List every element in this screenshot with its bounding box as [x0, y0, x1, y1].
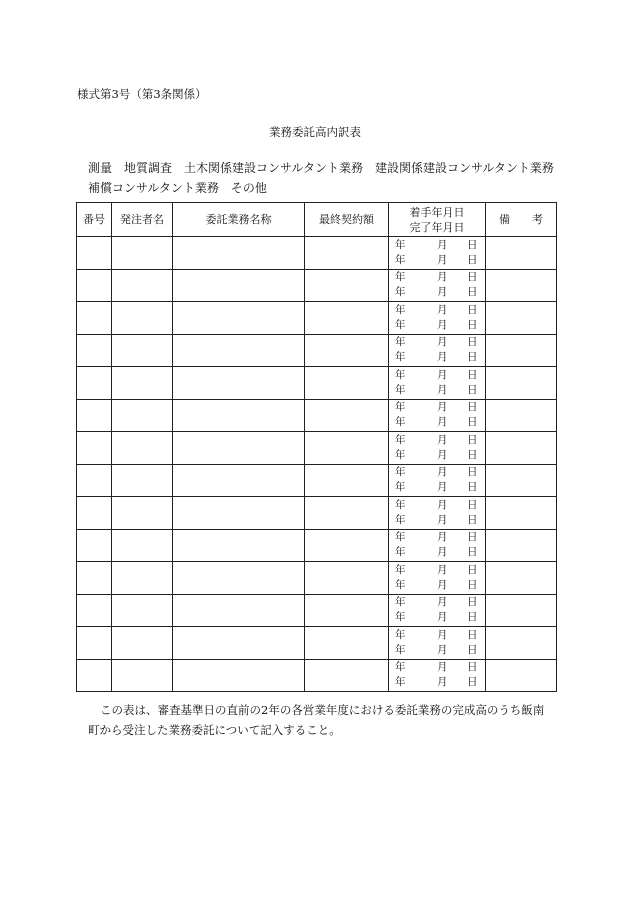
end-year-unit: 年	[395, 481, 406, 494]
remarks-cell[interactable]	[486, 464, 557, 497]
end-month-unit: 月	[437, 611, 448, 624]
end-year-unit: 年	[395, 351, 406, 364]
final-amount-cell[interactable]	[305, 367, 389, 400]
end-year-unit: 年	[395, 253, 406, 266]
final-amount-cell[interactable]	[305, 627, 389, 660]
final-amount-cell[interactable]	[305, 237, 389, 270]
start-month-unit: 月	[437, 628, 448, 641]
end-day-unit: 日	[467, 318, 478, 331]
start-date-line	[389, 303, 485, 318]
number-cell[interactable]	[77, 367, 112, 400]
start-month-unit: 月	[437, 596, 448, 609]
end-month-unit: 月	[437, 416, 448, 429]
final-amount-cell[interactable]	[305, 464, 389, 497]
end-date-line	[389, 480, 485, 495]
end-month-unit: 月	[437, 383, 448, 396]
dates-cell[interactable]	[389, 464, 486, 497]
categories-line-1	[88, 158, 568, 178]
final-amount-cell[interactable]	[305, 659, 389, 692]
client-cell[interactable]	[112, 269, 173, 302]
end-year-unit: 年	[395, 676, 406, 689]
dates-cell[interactable]	[389, 529, 486, 562]
start-day-unit: 日	[467, 368, 478, 381]
remarks-cell[interactable]	[486, 334, 557, 367]
number-cell[interactable]	[77, 562, 112, 595]
remarks-cell[interactable]	[486, 529, 557, 562]
start-month-unit: 月	[437, 466, 448, 479]
start-date-line	[389, 270, 485, 285]
start-year-unit: 年	[395, 498, 406, 511]
start-month-unit: 月	[437, 531, 448, 544]
end-day-unit: 日	[467, 448, 478, 461]
end-day-unit: 日	[467, 513, 478, 526]
start-date-line	[389, 595, 485, 610]
final-amount-cell[interactable]	[305, 594, 389, 627]
end-date-line	[389, 350, 485, 365]
number-cell[interactable]	[77, 529, 112, 562]
table-row	[77, 269, 557, 302]
client-cell[interactable]	[112, 334, 173, 367]
dates-cell[interactable]	[389, 334, 486, 367]
end-date-line	[389, 545, 485, 560]
category-building-consulting: 建設関係建設コンサルタント業務	[374, 161, 554, 175]
start-date-line	[389, 238, 485, 253]
header-end-date: 完了年月日	[409, 220, 465, 234]
category-other: その他	[230, 181, 267, 195]
final-amount-cell[interactable]	[305, 562, 389, 595]
remarks-cell[interactable]	[486, 594, 557, 627]
business-name-cell[interactable]	[173, 399, 305, 432]
business-name-cell[interactable]	[173, 627, 305, 660]
client-cell[interactable]	[112, 497, 173, 530]
end-year-unit: 年	[395, 286, 406, 299]
end-date-line	[389, 415, 485, 430]
start-day-unit: 日	[467, 563, 478, 576]
start-year-unit: 年	[395, 628, 406, 641]
business-name-cell[interactable]	[173, 302, 305, 335]
dates-cell[interactable]	[389, 302, 486, 335]
dates-cell[interactable]	[389, 399, 486, 432]
header-start-date: 着手年月日	[409, 205, 465, 219]
remarks-cell[interactable]	[486, 237, 557, 270]
end-date-line	[389, 643, 485, 658]
dates-cell[interactable]	[389, 594, 486, 627]
dates-cell[interactable]	[389, 562, 486, 595]
dates-cell[interactable]	[389, 367, 486, 400]
number-cell[interactable]	[77, 237, 112, 270]
start-month-unit: 月	[437, 238, 448, 251]
start-year-unit: 年	[395, 661, 406, 674]
dates-cell[interactable]	[389, 497, 486, 530]
business-name-cell[interactable]	[173, 269, 305, 302]
table-row	[77, 594, 557, 627]
end-day-unit: 日	[467, 383, 478, 396]
start-year-unit: 年	[395, 238, 406, 251]
end-month-unit: 月	[437, 253, 448, 266]
business-name-cell[interactable]	[173, 659, 305, 692]
client-cell[interactable]	[112, 367, 173, 400]
end-date-line	[389, 318, 485, 333]
final-amount-cell[interactable]	[305, 529, 389, 562]
end-day-unit: 日	[467, 286, 478, 299]
start-month-unit: 月	[437, 336, 448, 349]
business-name-cell[interactable]	[173, 529, 305, 562]
start-date-line	[389, 465, 485, 480]
end-month-unit: 月	[437, 578, 448, 591]
business-name-cell[interactable]	[173, 594, 305, 627]
start-date-line	[389, 335, 485, 350]
start-month-unit: 月	[437, 661, 448, 674]
start-day-unit: 日	[467, 661, 478, 674]
business-name-cell[interactable]	[173, 464, 305, 497]
table-row	[77, 432, 557, 465]
end-day-unit: 日	[467, 253, 478, 266]
start-year-unit: 年	[395, 531, 406, 544]
end-month-unit: 月	[437, 351, 448, 364]
number-cell[interactable]	[77, 594, 112, 627]
client-cell[interactable]	[112, 659, 173, 692]
end-day-unit: 日	[467, 416, 478, 429]
end-date-line	[389, 383, 485, 398]
end-month-unit: 月	[437, 318, 448, 331]
start-day-unit: 日	[467, 401, 478, 414]
table-row	[77, 334, 557, 367]
end-date-line	[389, 448, 485, 463]
start-day-unit: 日	[467, 433, 478, 446]
detail-table	[76, 202, 557, 692]
business-name-cell[interactable]	[173, 432, 305, 465]
end-date-line	[389, 610, 485, 625]
final-amount-cell[interactable]	[305, 432, 389, 465]
start-month-unit: 月	[437, 498, 448, 511]
end-day-unit: 日	[467, 611, 478, 624]
end-date-line	[389, 285, 485, 300]
remarks-cell[interactable]	[486, 399, 557, 432]
end-year-unit: 年	[395, 643, 406, 656]
header-dates	[389, 203, 486, 237]
number-cell[interactable]	[77, 399, 112, 432]
end-day-unit: 日	[467, 351, 478, 364]
business-categories	[88, 158, 568, 198]
header-final-amount: 最終契約額	[305, 203, 389, 237]
table-row	[77, 237, 557, 270]
client-cell[interactable]	[112, 432, 173, 465]
end-month-unit: 月	[437, 286, 448, 299]
start-year-unit: 年	[395, 563, 406, 576]
start-month-unit: 月	[437, 563, 448, 576]
remarks-cell[interactable]	[486, 497, 557, 530]
end-day-unit: 日	[467, 481, 478, 494]
start-year-unit: 年	[395, 401, 406, 414]
remarks-cell[interactable]	[486, 432, 557, 465]
business-name-cell[interactable]	[173, 237, 305, 270]
end-date-line	[389, 253, 485, 268]
number-cell[interactable]	[77, 627, 112, 660]
table-row	[77, 399, 557, 432]
dates-cell[interactable]	[389, 269, 486, 302]
start-date-line	[389, 368, 485, 383]
end-month-unit: 月	[437, 676, 448, 689]
end-date-line	[389, 578, 485, 593]
start-date-line	[389, 400, 485, 415]
end-day-unit: 日	[467, 676, 478, 689]
final-amount-cell[interactable]	[305, 399, 389, 432]
start-month-unit: 月	[437, 368, 448, 381]
category-geological: 地質調査	[124, 161, 173, 175]
dates-cell[interactable]	[389, 627, 486, 660]
start-day-unit: 日	[467, 498, 478, 511]
final-amount-cell[interactable]	[305, 497, 389, 530]
remarks-cell[interactable]	[486, 562, 557, 595]
start-day-unit: 日	[467, 336, 478, 349]
end-year-unit: 年	[395, 578, 406, 591]
remarks-cell[interactable]	[486, 367, 557, 400]
start-year-unit: 年	[395, 596, 406, 609]
business-name-cell[interactable]	[173, 367, 305, 400]
table-row	[77, 302, 557, 335]
end-year-unit: 年	[395, 611, 406, 624]
start-day-unit: 日	[467, 596, 478, 609]
client-cell[interactable]	[112, 302, 173, 335]
client-cell[interactable]	[112, 594, 173, 627]
number-cell[interactable]	[77, 497, 112, 530]
categories-line-2	[88, 178, 568, 198]
start-date-line	[389, 563, 485, 578]
table-row	[77, 367, 557, 400]
start-date-line	[389, 660, 485, 675]
remarks-cell[interactable]	[486, 627, 557, 660]
start-day-unit: 日	[467, 271, 478, 284]
header-business-name: 委託業務名称	[173, 203, 305, 237]
client-cell[interactable]	[112, 464, 173, 497]
category-survey: 測量	[88, 161, 113, 175]
number-cell[interactable]	[77, 432, 112, 465]
number-cell[interactable]	[77, 659, 112, 692]
number-cell[interactable]	[77, 464, 112, 497]
header-remarks-char-1: 備	[499, 213, 510, 226]
remarks-cell[interactable]	[486, 659, 557, 692]
start-year-unit: 年	[395, 433, 406, 446]
table-row	[77, 659, 557, 692]
header-remarks	[486, 203, 557, 237]
end-day-unit: 日	[467, 546, 478, 559]
client-cell[interactable]	[112, 529, 173, 562]
end-year-unit: 年	[395, 318, 406, 331]
end-year-unit: 年	[395, 448, 406, 461]
end-year-unit: 年	[395, 513, 406, 526]
start-day-unit: 日	[467, 466, 478, 479]
start-month-unit: 月	[437, 401, 448, 414]
category-compensation-consulting: 補償コンサルタント業務	[88, 181, 219, 195]
end-day-unit: 日	[467, 643, 478, 656]
header-client: 発注者名	[112, 203, 173, 237]
start-day-unit: 日	[467, 531, 478, 544]
final-amount-cell[interactable]	[305, 334, 389, 367]
table-row	[77, 497, 557, 530]
start-day-unit: 日	[467, 303, 478, 316]
start-day-unit: 日	[467, 628, 478, 641]
start-date-line	[389, 433, 485, 448]
end-year-unit: 年	[395, 383, 406, 396]
dates-cell[interactable]	[389, 237, 486, 270]
client-cell[interactable]	[112, 627, 173, 660]
business-name-cell[interactable]	[173, 562, 305, 595]
start-year-unit: 年	[395, 271, 406, 284]
start-month-unit: 月	[437, 271, 448, 284]
form-number: 様式第3号（第3条関係）	[77, 87, 207, 101]
client-cell[interactable]	[112, 237, 173, 270]
start-year-unit: 年	[395, 303, 406, 316]
end-month-unit: 月	[437, 513, 448, 526]
start-month-unit: 月	[437, 433, 448, 446]
table-row	[77, 562, 557, 595]
table-row	[77, 627, 557, 660]
end-day-unit: 日	[467, 578, 478, 591]
document-title: 業務委託高内訳表	[269, 125, 361, 139]
note-line-1: この表は、審査基準日の直前の2年の各営業年度における委託業務の完成高のうち飯南	[100, 703, 545, 717]
table-row	[77, 464, 557, 497]
start-date-line	[389, 498, 485, 513]
end-month-unit: 月	[437, 643, 448, 656]
start-date-line	[389, 530, 485, 545]
remarks-cell[interactable]	[486, 269, 557, 302]
dates-cell[interactable]	[389, 432, 486, 465]
end-month-unit: 月	[437, 448, 448, 461]
table-header-row	[77, 203, 557, 237]
number-cell[interactable]	[77, 269, 112, 302]
table-row	[77, 529, 557, 562]
client-cell[interactable]	[112, 399, 173, 432]
client-cell[interactable]	[112, 562, 173, 595]
end-date-line	[389, 513, 485, 528]
start-date-line	[389, 628, 485, 643]
start-day-unit: 日	[467, 238, 478, 251]
end-month-unit: 月	[437, 481, 448, 494]
header-number: 番号	[77, 203, 112, 237]
number-cell[interactable]	[77, 334, 112, 367]
end-month-unit: 月	[437, 546, 448, 559]
final-amount-cell[interactable]	[305, 302, 389, 335]
dates-cell[interactable]	[389, 659, 486, 692]
header-remarks-char-2: 考	[532, 213, 543, 226]
start-month-unit: 月	[437, 303, 448, 316]
final-amount-cell[interactable]	[305, 269, 389, 302]
start-year-unit: 年	[395, 368, 406, 381]
instruction-note	[88, 700, 558, 740]
start-year-unit: 年	[395, 466, 406, 479]
business-name-cell[interactable]	[173, 334, 305, 367]
business-name-cell[interactable]	[173, 497, 305, 530]
end-year-unit: 年	[395, 416, 406, 429]
note-line-2: 町から受注した業務委託について記入すること。	[88, 723, 341, 737]
start-year-unit: 年	[395, 336, 406, 349]
end-date-line	[389, 675, 485, 690]
remarks-cell[interactable]	[486, 302, 557, 335]
end-year-unit: 年	[395, 546, 406, 559]
number-cell[interactable]	[77, 302, 112, 335]
table-body	[77, 237, 557, 692]
category-civil-consulting: 土木関係建設コンサルタント業務	[184, 161, 363, 175]
